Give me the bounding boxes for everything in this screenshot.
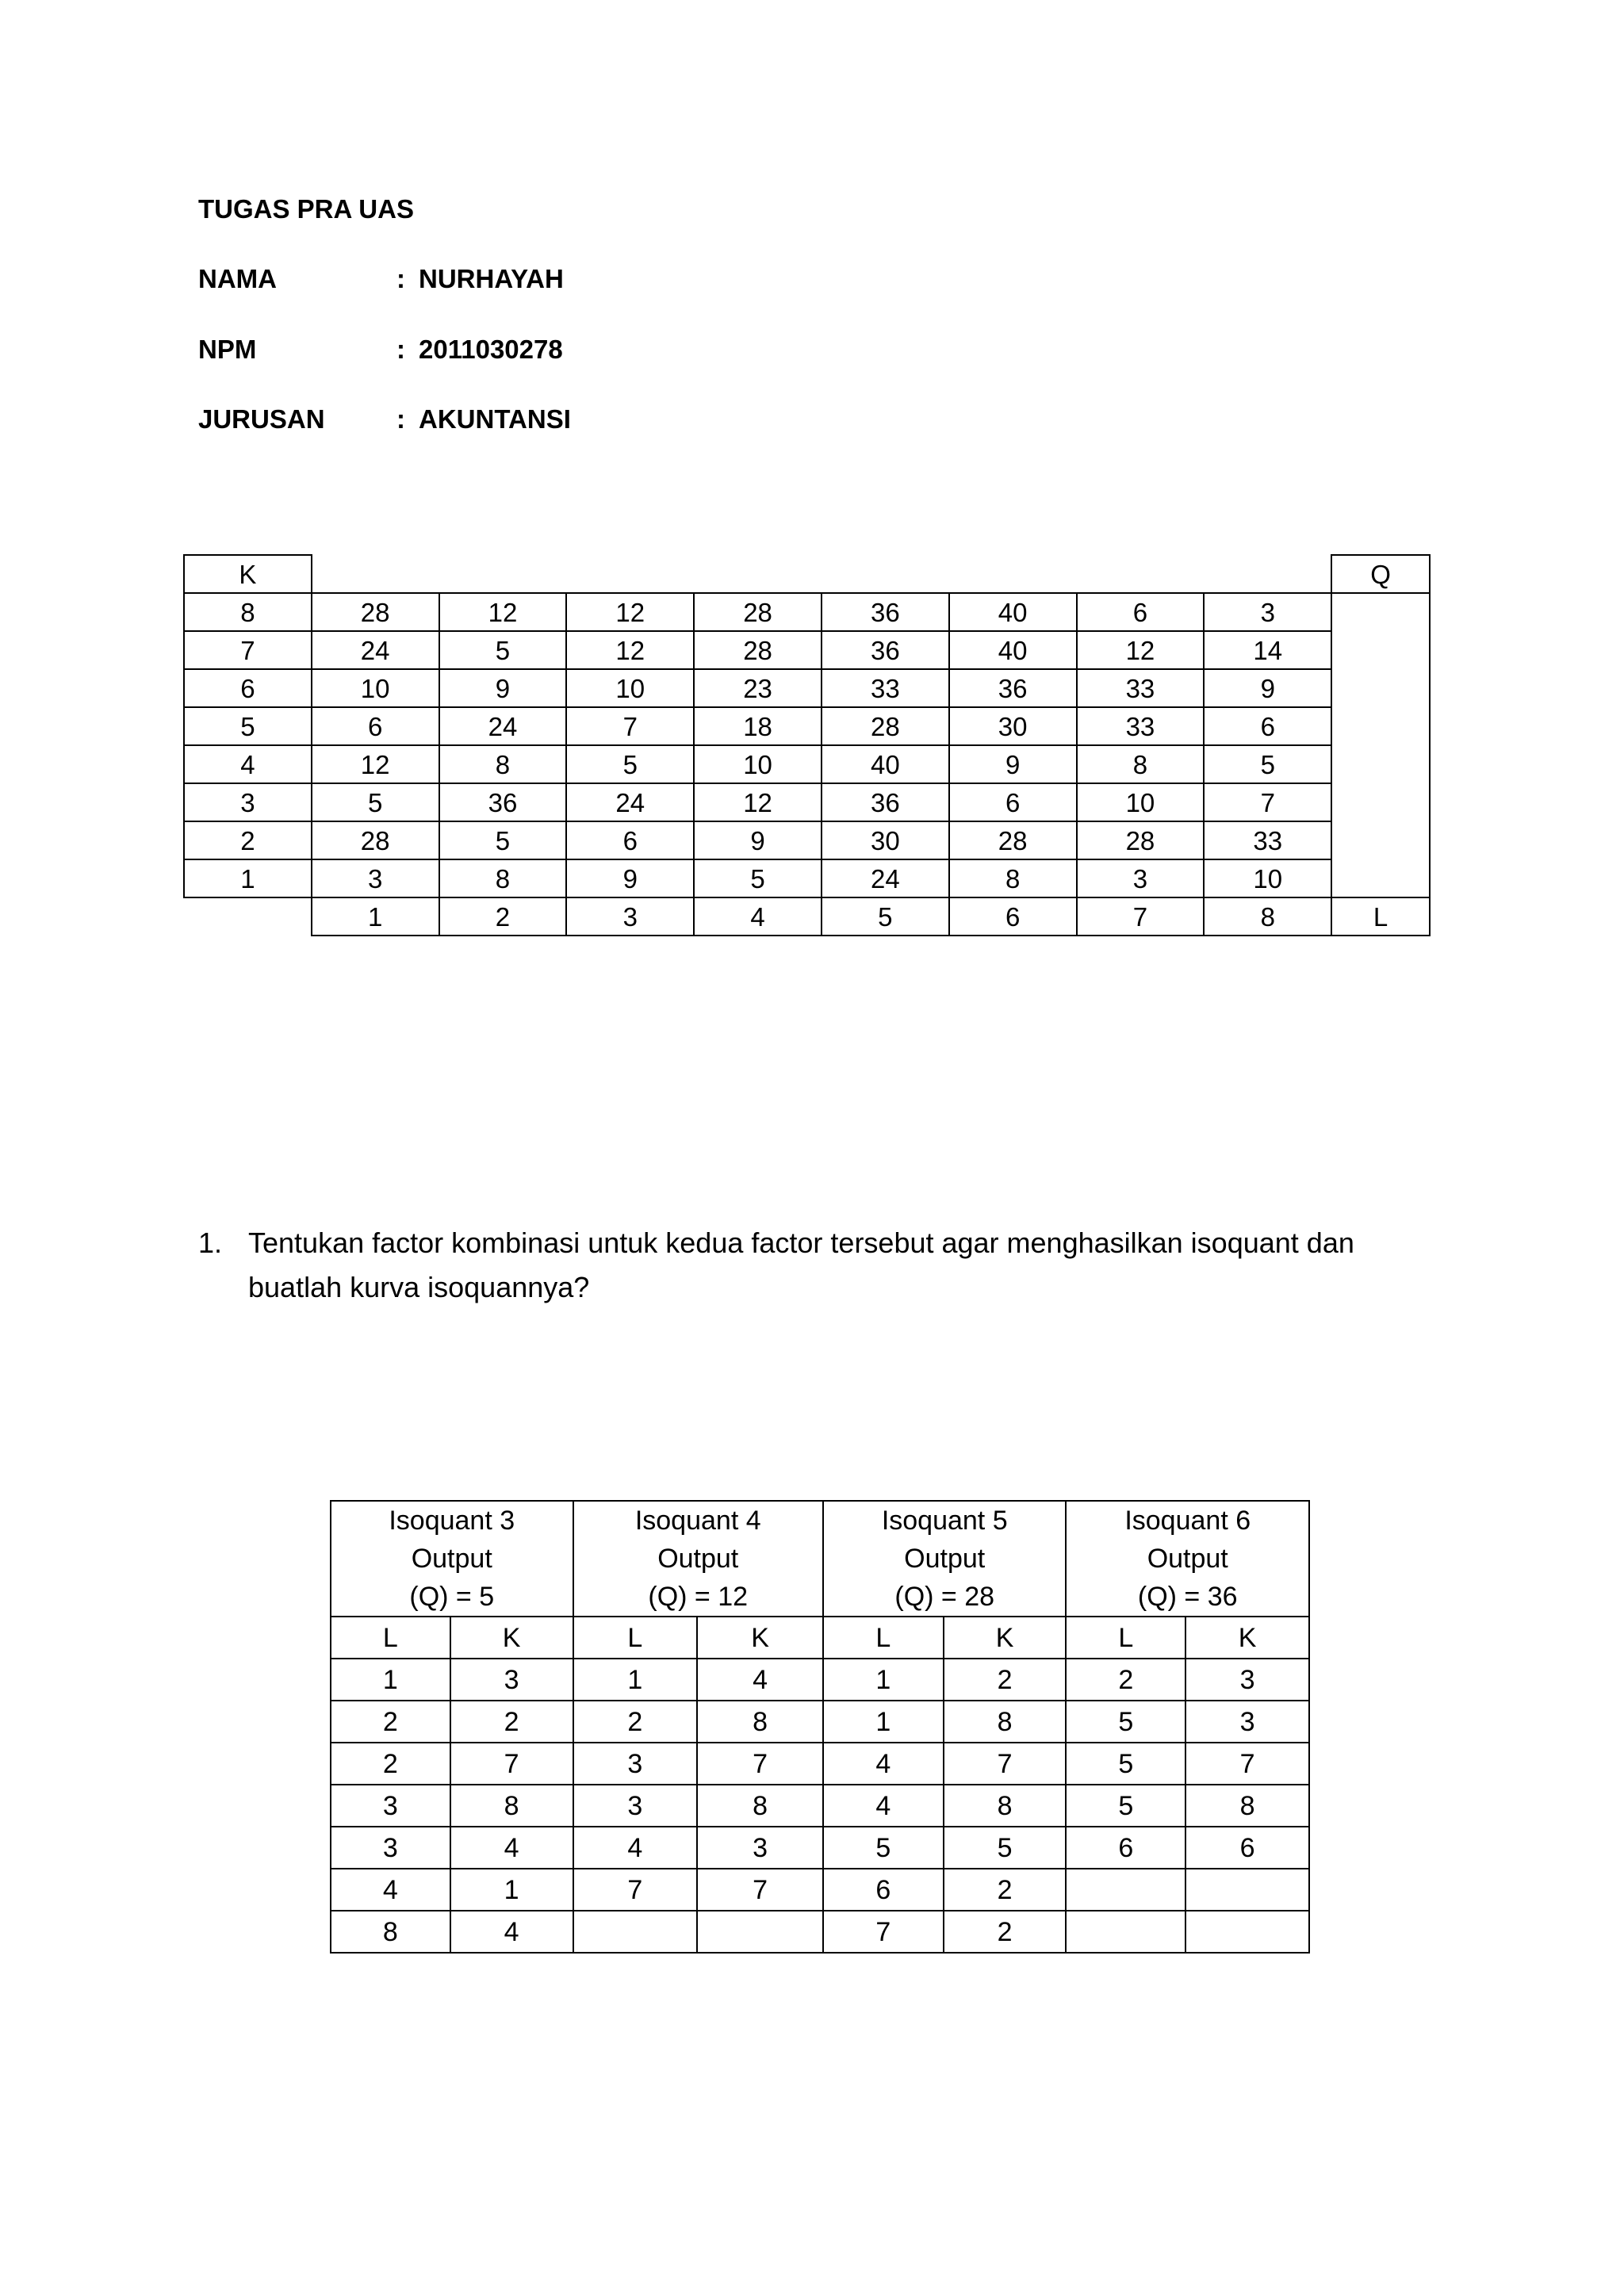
output-cell: 10 (566, 669, 694, 707)
isoquant-output-label: Output (411, 1544, 492, 1574)
lk-header-cell: K (450, 1617, 573, 1659)
l-axis-label: L (1331, 897, 1430, 936)
isoquant-cell: 2 (573, 1701, 698, 1743)
lk-header-cell: K (697, 1617, 823, 1659)
isoquant-q-value: (Q) = 28 (894, 1582, 995, 1612)
isoquant-name: Isoquant 5 (881, 1506, 1008, 1536)
output-cell: 9 (694, 821, 822, 859)
output-cell: 5 (312, 783, 439, 821)
isoquant-output-label: Output (1147, 1544, 1228, 1574)
isoquant-cell: 3 (331, 1785, 450, 1827)
output-cell: 24 (312, 631, 439, 669)
isoquant-cell: 4 (823, 1785, 944, 1827)
output-cell: 18 (694, 707, 822, 745)
k-value-cell: 5 (184, 707, 312, 745)
production-table (183, 554, 1431, 936)
output-cell: 5 (439, 821, 567, 859)
l-value-cell: 4 (694, 897, 822, 936)
lk-header-cell: L (573, 1617, 698, 1659)
output-cell: 28 (1077, 821, 1205, 859)
output-cell: 5 (1204, 745, 1331, 783)
output-cell: 8 (439, 859, 567, 897)
output-cell: 33 (1077, 669, 1205, 707)
isoquant-q-value: (Q) = 12 (648, 1582, 749, 1612)
production-row (184, 631, 1430, 669)
output-cell: 3 (312, 859, 439, 897)
isoquant-q-value: (Q) = 5 (409, 1582, 495, 1612)
output-cell: 28 (312, 821, 439, 859)
document-title: TUGAS PRA UAS (198, 194, 414, 224)
isoquant-cell: 1 (331, 1659, 450, 1701)
isoquant-cell: 8 (331, 1911, 450, 1953)
l-value-cell: 5 (822, 897, 949, 936)
k-value-cell: 1 (184, 859, 312, 897)
isoquant-cell: 2 (450, 1701, 573, 1743)
output-cell: 36 (822, 631, 949, 669)
isoquant-row (331, 1827, 1309, 1869)
isoquant-row (331, 1785, 1309, 1827)
isoquant-row (331, 1869, 1309, 1911)
q-axis-label: Q (1331, 555, 1430, 593)
output-cell: 10 (312, 669, 439, 707)
output-cell: 14 (1204, 631, 1331, 669)
output-cell: 6 (1204, 707, 1331, 745)
output-cell: 7 (566, 707, 694, 745)
isoquant-cell: 4 (573, 1827, 698, 1869)
output-cell: 7 (1204, 783, 1331, 821)
isoquant-group-header (1066, 1501, 1309, 1617)
output-cell: 36 (949, 669, 1077, 707)
isoquant-name: Isoquant 3 (389, 1506, 515, 1536)
isoquant-cell: 7 (944, 1743, 1067, 1785)
field-label: JURUSAN (198, 404, 325, 434)
k-value-cell: 2 (184, 821, 312, 859)
k-axis-label: K (184, 555, 312, 593)
output-cell: 12 (312, 745, 439, 783)
corner-blank (184, 897, 312, 936)
isoquant-cell: 1 (573, 1659, 698, 1701)
isoquant-row (331, 1743, 1309, 1785)
output-cell: 28 (694, 593, 822, 631)
output-cell: 10 (694, 745, 822, 783)
isoquant-output-label: Output (904, 1544, 986, 1574)
isoquant-q-value: (Q) = 36 (1137, 1582, 1238, 1612)
output-cell: 6 (1077, 593, 1205, 631)
isoquant-cell: 4 (450, 1827, 573, 1869)
isoquant-cell (1066, 1911, 1185, 1953)
isoquant-cell: 5 (1066, 1701, 1185, 1743)
field-colon: : (396, 335, 405, 364)
isoquant-name: Isoquant 4 (634, 1506, 761, 1536)
output-cell: 24 (822, 859, 949, 897)
output-cell: 33 (1204, 821, 1331, 859)
output-cell: 9 (566, 859, 694, 897)
isoquant-cell: 2 (1066, 1659, 1185, 1701)
isoquant-cell: 7 (823, 1911, 944, 1953)
output-cell: 5 (566, 745, 694, 783)
output-cell: 8 (439, 745, 567, 783)
isoquant-cell: 7 (697, 1743, 823, 1785)
isoquant-cell: 2 (331, 1743, 450, 1785)
l-value-cell: 6 (949, 897, 1077, 936)
isoquant-lk-header-row (331, 1617, 1309, 1659)
field-value: 2011030278 (419, 335, 563, 364)
isoquant-cell: 4 (697, 1659, 823, 1701)
output-cell: 10 (1077, 783, 1205, 821)
output-cell: 36 (822, 783, 949, 821)
output-cell: 12 (566, 631, 694, 669)
output-cell: 40 (822, 745, 949, 783)
isoquant-cell: 5 (944, 1827, 1067, 1869)
isoquant-cell: 8 (697, 1701, 823, 1743)
isoquant-cell (697, 1911, 823, 1953)
isoquant-cell: 6 (823, 1869, 944, 1911)
output-cell: 3 (1077, 859, 1205, 897)
output-cell: 3 (1204, 593, 1331, 631)
output-cell: 12 (1077, 631, 1205, 669)
lk-header-cell: K (944, 1617, 1067, 1659)
k-value-cell: 4 (184, 745, 312, 783)
lk-header-cell: L (331, 1617, 450, 1659)
output-cell: 10 (1204, 859, 1331, 897)
l-value-cell: 7 (1077, 897, 1205, 936)
field-label: NAMA (198, 264, 277, 293)
isoquant-cell: 6 (1066, 1827, 1185, 1869)
output-cell: 36 (439, 783, 567, 821)
isoquant-cell: 1 (450, 1869, 573, 1911)
question-number: 1. (198, 1226, 223, 1259)
isoquant-cell: 2 (944, 1659, 1067, 1701)
output-cell: 6 (566, 821, 694, 859)
isoquant-name: Isoquant 6 (1124, 1506, 1251, 1536)
lk-header-cell: L (823, 1617, 944, 1659)
isoquant-cell: 2 (944, 1911, 1067, 1953)
isoquant-cell: 5 (823, 1827, 944, 1869)
field-colon: : (396, 264, 405, 293)
isoquant-cell (1185, 1911, 1309, 1953)
isoquant-row (331, 1659, 1309, 1701)
isoquant-cell: 1 (823, 1701, 944, 1743)
q-column-blank (1331, 593, 1430, 897)
isoquant-group-header-row (331, 1501, 1309, 1617)
isoquant-cell: 7 (697, 1869, 823, 1911)
isoquant-cell: 4 (823, 1743, 944, 1785)
k-value-cell: 3 (184, 783, 312, 821)
production-row (184, 593, 1430, 631)
k-value-cell: 6 (184, 669, 312, 707)
isoquant-cell: 8 (1185, 1785, 1309, 1827)
isoquant-cell: 5 (1066, 1743, 1185, 1785)
production-row (184, 707, 1430, 745)
isoquant-cell: 4 (450, 1911, 573, 1953)
isoquant-table (330, 1500, 1310, 1954)
l-axis-row (184, 897, 1430, 936)
isoquant-cell (573, 1911, 698, 1953)
output-cell: 5 (694, 859, 822, 897)
output-cell: 9 (439, 669, 567, 707)
l-value-cell: 1 (312, 897, 439, 936)
production-row (184, 669, 1430, 707)
isoquant-cell: 8 (944, 1785, 1067, 1827)
production-row (184, 821, 1430, 859)
production-row (184, 783, 1430, 821)
isoquant-cell: 7 (573, 1869, 698, 1911)
field-colon: : (396, 404, 405, 434)
output-cell: 33 (1077, 707, 1205, 745)
output-cell: 28 (949, 821, 1077, 859)
output-cell: 40 (949, 631, 1077, 669)
output-cell: 30 (822, 821, 949, 859)
output-cell: 23 (694, 669, 822, 707)
output-cell: 33 (822, 669, 949, 707)
output-cell: 24 (566, 783, 694, 821)
output-cell: 6 (312, 707, 439, 745)
isoquant-row (331, 1701, 1309, 1743)
isoquant-cell: 7 (1185, 1743, 1309, 1785)
l-value-cell: 3 (566, 897, 694, 936)
isoquant-cell: 5 (1066, 1785, 1185, 1827)
l-value-cell: 2 (439, 897, 567, 936)
isoquant-cell: 7 (450, 1743, 573, 1785)
output-cell: 12 (566, 593, 694, 631)
isoquant-group-header (573, 1501, 823, 1617)
isoquant-cell: 3 (697, 1827, 823, 1869)
isoquant-cell: 3 (1185, 1701, 1309, 1743)
isoquant-cell: 3 (573, 1785, 698, 1827)
field-value: AKUNTANSI (419, 404, 571, 434)
output-cell: 28 (694, 631, 822, 669)
header-spacer (312, 555, 1331, 593)
field-value: NURHAYAH (419, 264, 564, 293)
output-cell: 30 (949, 707, 1077, 745)
isoquant-cell: 3 (573, 1743, 698, 1785)
lk-header-cell: K (1185, 1617, 1309, 1659)
output-cell: 40 (949, 593, 1077, 631)
isoquant-cell: 3 (450, 1659, 573, 1701)
production-row (184, 745, 1430, 783)
isoquant-cell: 8 (944, 1701, 1067, 1743)
k-value-cell: 8 (184, 593, 312, 631)
isoquant-group-header (823, 1501, 1067, 1617)
production-header-row (184, 555, 1430, 593)
output-cell: 24 (439, 707, 567, 745)
isoquant-group-header (331, 1501, 573, 1617)
output-cell: 28 (312, 593, 439, 631)
field-label: NPM (198, 335, 257, 364)
output-cell: 12 (694, 783, 822, 821)
lk-header-cell: L (1066, 1617, 1185, 1659)
isoquant-output-label: Output (657, 1544, 739, 1574)
isoquant-cell: 8 (450, 1785, 573, 1827)
output-cell: 9 (1204, 669, 1331, 707)
question-text: Tentukan factor kombinasi untuk kedua factor tersebut agar menghasilkan isoquant dan buatlah kurva isoquannya? (248, 1226, 1354, 1303)
isoquant-cell: 3 (1185, 1659, 1309, 1701)
output-cell: 6 (949, 783, 1077, 821)
output-cell: 36 (822, 593, 949, 631)
isoquant-cell: 6 (1185, 1827, 1309, 1869)
isoquant-cell: 2 (331, 1701, 450, 1743)
isoquant-row (331, 1911, 1309, 1953)
isoquant-cell: 8 (697, 1785, 823, 1827)
output-cell: 12 (439, 593, 567, 631)
isoquant-cell: 2 (944, 1869, 1067, 1911)
output-cell: 9 (949, 745, 1077, 783)
output-cell: 5 (439, 631, 567, 669)
production-row (184, 859, 1430, 897)
k-value-cell: 7 (184, 631, 312, 669)
l-value-cell: 8 (1204, 897, 1331, 936)
output-cell: 8 (1077, 745, 1205, 783)
isoquant-cell: 3 (331, 1827, 450, 1869)
isoquant-cell: 1 (823, 1659, 944, 1701)
isoquant-cell (1066, 1869, 1185, 1911)
output-cell: 8 (949, 859, 1077, 897)
output-cell: 28 (822, 707, 949, 745)
isoquant-cell (1185, 1869, 1309, 1911)
isoquant-cell: 4 (331, 1869, 450, 1911)
